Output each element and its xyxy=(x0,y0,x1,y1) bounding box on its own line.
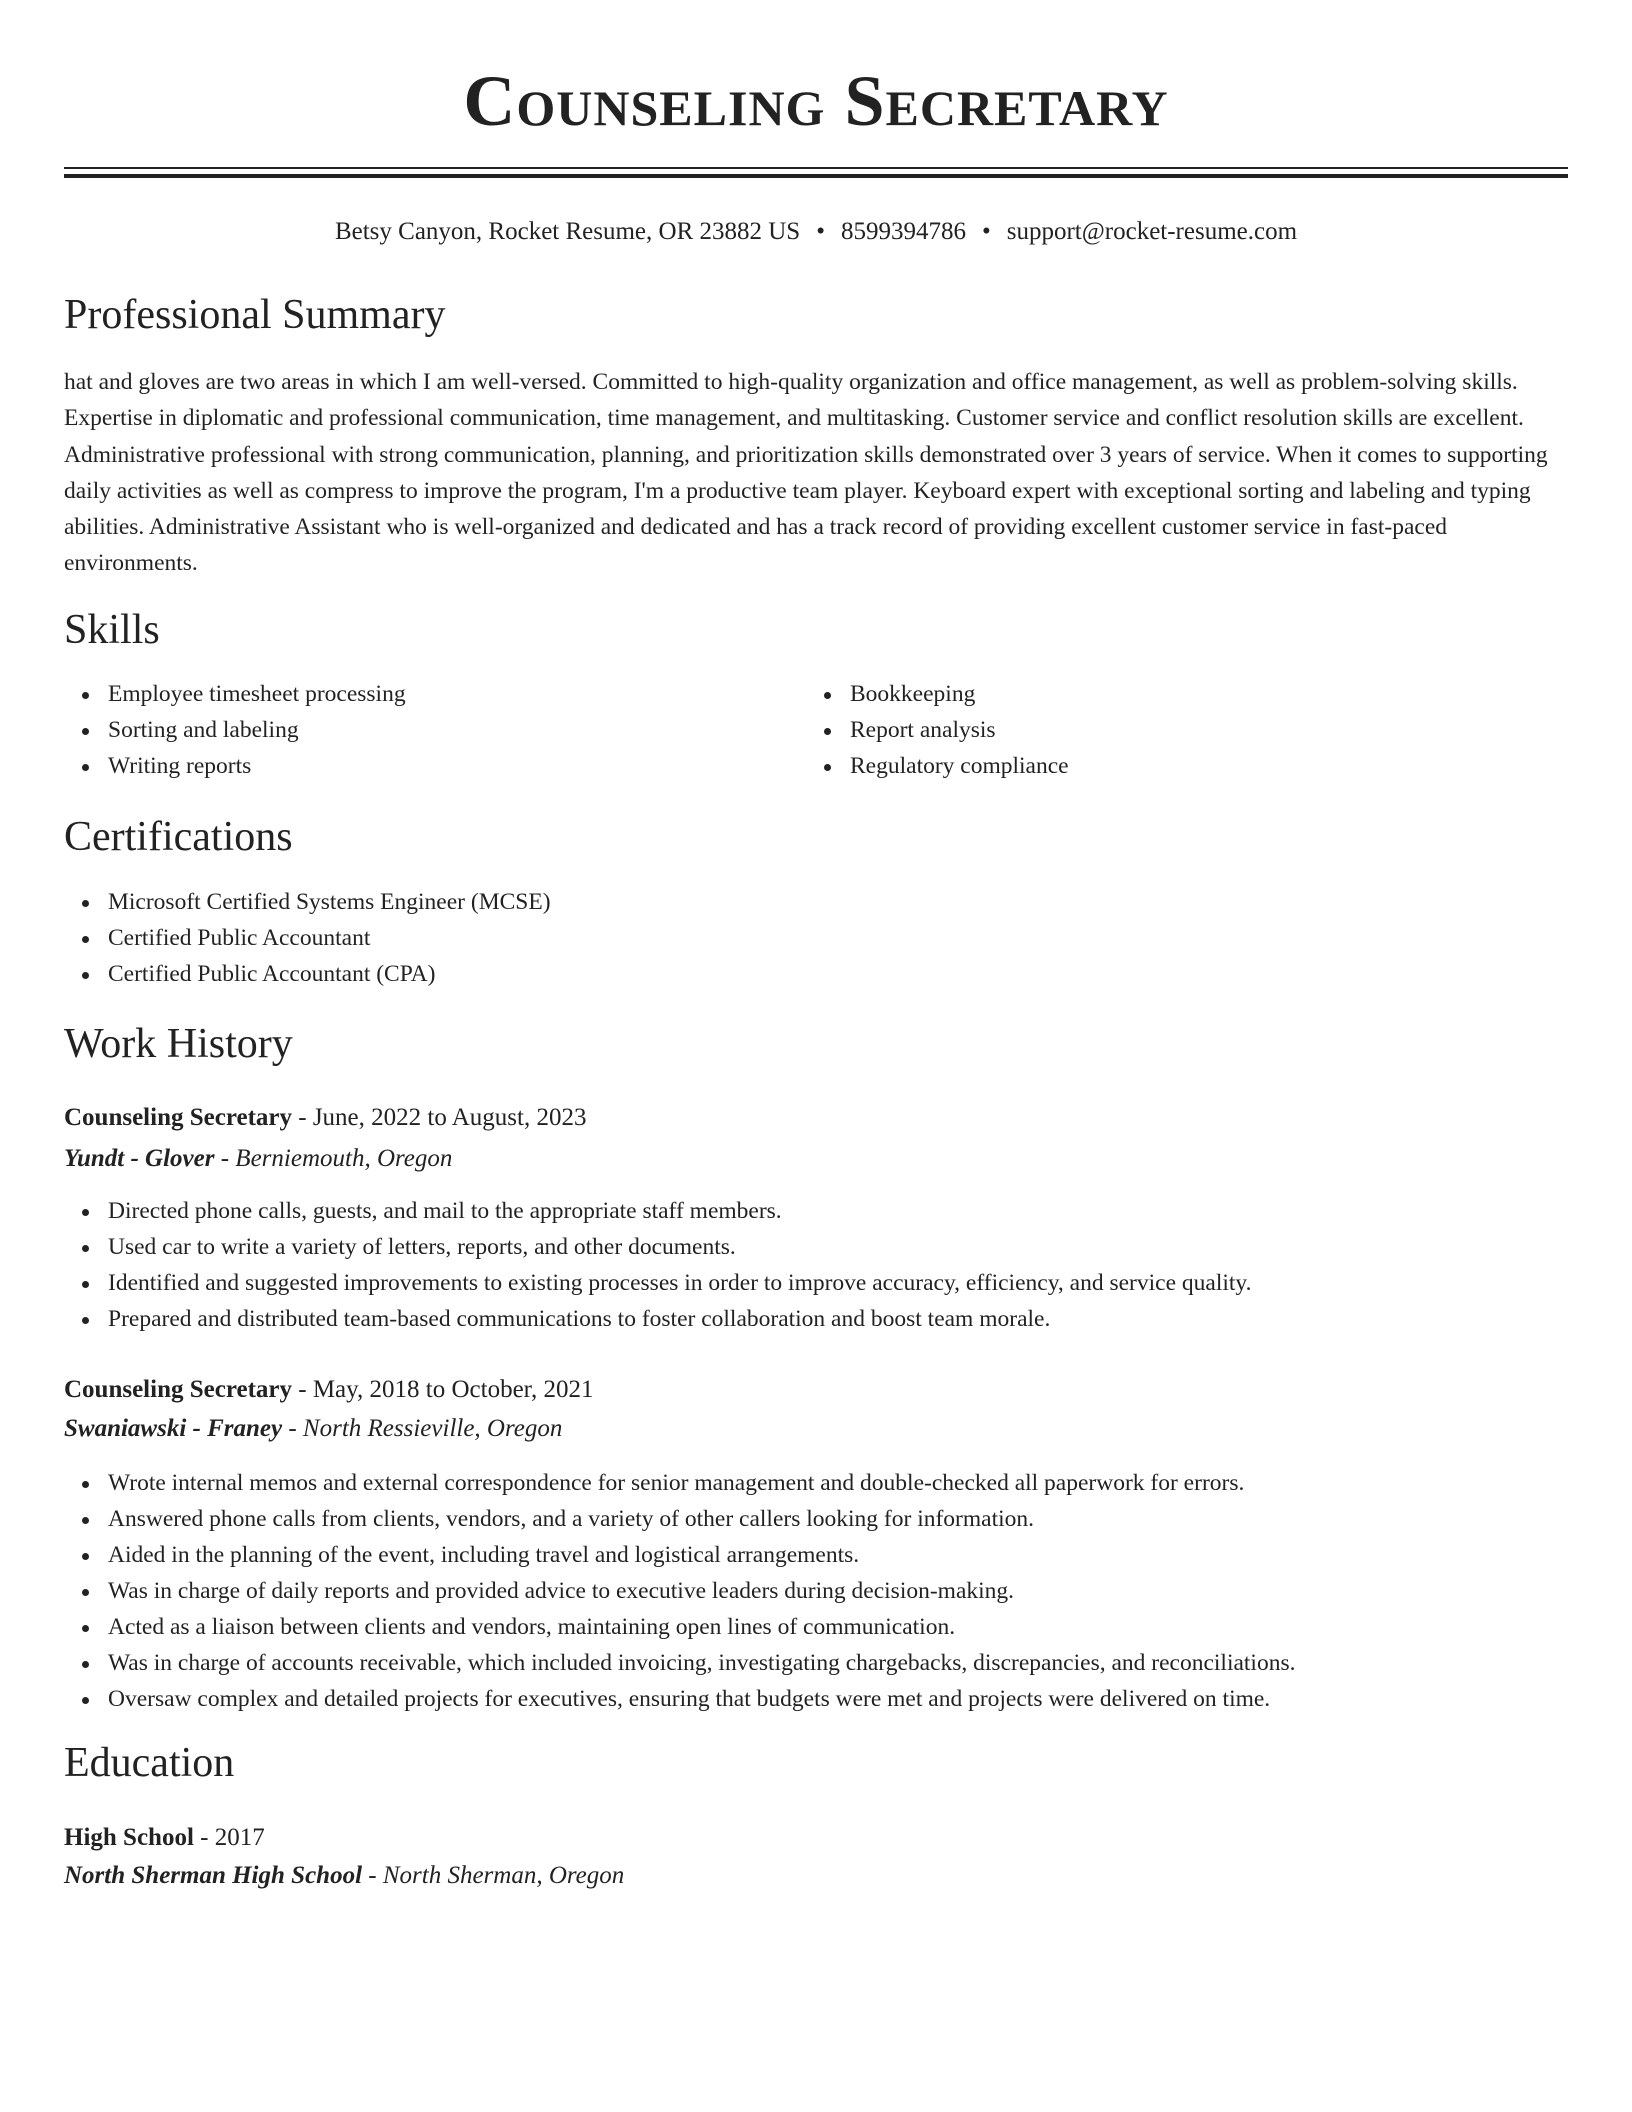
job-location: - Berniemouth, Oregon xyxy=(214,1145,453,1172)
job-company: Swaniawski - Franey xyxy=(64,1415,283,1442)
job-location: - North Ressieville, Oregon xyxy=(282,1415,563,1442)
job-bullet: Identified and suggested improvements to existing processes in order to improve accuracy, efficiency, and service quality. xyxy=(108,1265,1568,1301)
job-bullets xyxy=(64,1193,1568,1337)
job-bullet: Wrote internal memos and external correspondence for senior management and double-checked all paperwork for errors. xyxy=(108,1465,1568,1501)
job-bullets xyxy=(64,1465,1568,1717)
job-bullet: Acted as a liaison between clients and vendors, maintaining open lines of communication. xyxy=(108,1609,1568,1645)
skill-item: Employee timesheet processing xyxy=(108,676,808,712)
contact-phone: 8599394786 xyxy=(840,218,966,245)
skill-item: Report analysis xyxy=(850,712,1550,748)
job-bullet: Was in charge of daily reports and provided advice to executive leaders during decision-making. xyxy=(108,1573,1568,1609)
skill-item: Sorting and labeling xyxy=(108,712,808,748)
title-divider-thin xyxy=(64,167,1568,169)
contact-line xyxy=(64,214,1568,250)
skills-list-right xyxy=(806,676,1550,784)
job-bullet: Oversaw complex and detailed projects for executives, ensuring that budgets were met and projects were delivered on time. xyxy=(108,1681,1568,1717)
job-title-line xyxy=(64,1372,594,1408)
job-bullet: Directed phone calls, guests, and mail to the appropriate staff members. xyxy=(108,1193,1568,1229)
bullet-separator: • xyxy=(981,218,991,245)
job-bullet: Was in charge of accounts receivable, which included invoicing, investigating chargebacks, discrepancies, and reconciliations. xyxy=(108,1645,1568,1681)
job-bullet: Prepared and distributed team-based communications to foster collaboration and boost team morale. xyxy=(108,1301,1568,1337)
education-school: North Sherman High School xyxy=(64,1862,363,1889)
job-bullet: Answered phone calls from clients, vendors, and a variety of other callers looking for information. xyxy=(108,1501,1568,1537)
title-divider-thick xyxy=(64,174,1568,178)
education-location: - North Sherman, Oregon xyxy=(362,1862,625,1889)
education-degree: High School xyxy=(64,1824,194,1851)
job-title: Counseling Secretary xyxy=(64,1104,292,1131)
skills-heading: Skills xyxy=(64,607,160,653)
education-heading: Education xyxy=(64,1740,235,1786)
education-year: - 2017 xyxy=(193,1824,265,1851)
job-bullet: Used car to write a variety of letters, reports, and other documents. xyxy=(108,1229,1568,1265)
summary-heading: Professional Summary xyxy=(64,292,446,338)
skills-list-left xyxy=(64,676,808,784)
contact-address: Betsy Canyon, Rocket Resume, OR 23882 US xyxy=(334,218,801,245)
job-company-line xyxy=(64,1141,452,1177)
certifications-heading: Certifications xyxy=(64,814,293,860)
certification-item: Certified Public Accountant xyxy=(108,920,1568,956)
work-history-heading: Work History xyxy=(64,1021,293,1067)
certification-item: Certified Public Accountant (CPA) xyxy=(108,956,1568,992)
job-dates: - May, 2018 to October, 2021 xyxy=(292,1376,594,1403)
job-title: Counseling Secretary xyxy=(64,1376,292,1403)
summary-text: hat and gloves are two areas in which I am well-versed. Committed to high-quality organization and office management, as well as problem-solving skills. Expertise in diplomatic and professional communication, time management, and multitasking. Customer service and conflict resolution skills are excellent. Administrative professional with strong communication, planning, and prioritization skills demonstrated over 3 years of service. When it comes to supporting daily activities as well as compress to improve the program, I'm a productive team player. Keyboard expert with exceptional sorting and labeling and typing abilities. Administrative Assistant who is well-organized and dedicated and has a track record of providing excellent customer service in fast-paced environments. xyxy=(64,369,1548,577)
skill-item: Bookkeeping xyxy=(850,676,1550,712)
education-school-line xyxy=(64,1858,624,1894)
resume-title: Counseling Secretary xyxy=(463,61,1169,141)
job-company: Yundt - Glover xyxy=(64,1145,215,1172)
job-title-line xyxy=(64,1100,586,1136)
skill-item: Regulatory compliance xyxy=(850,748,1550,784)
education-degree-line xyxy=(64,1820,265,1856)
job-company-line xyxy=(64,1411,562,1447)
bullet-separator: • xyxy=(816,218,825,245)
skill-item: Writing reports xyxy=(108,748,808,784)
job-bullet: Aided in the planning of the event, including travel and logistical arrangements. xyxy=(108,1537,1568,1573)
certification-item: Microsoft Certified Systems Engineer (MCSE) xyxy=(108,884,1568,920)
contact-email: support@rocket-resume.com xyxy=(1006,218,1298,245)
job-dates: - June, 2022 to August, 2023 xyxy=(292,1104,587,1131)
certifications-list xyxy=(64,884,1568,992)
